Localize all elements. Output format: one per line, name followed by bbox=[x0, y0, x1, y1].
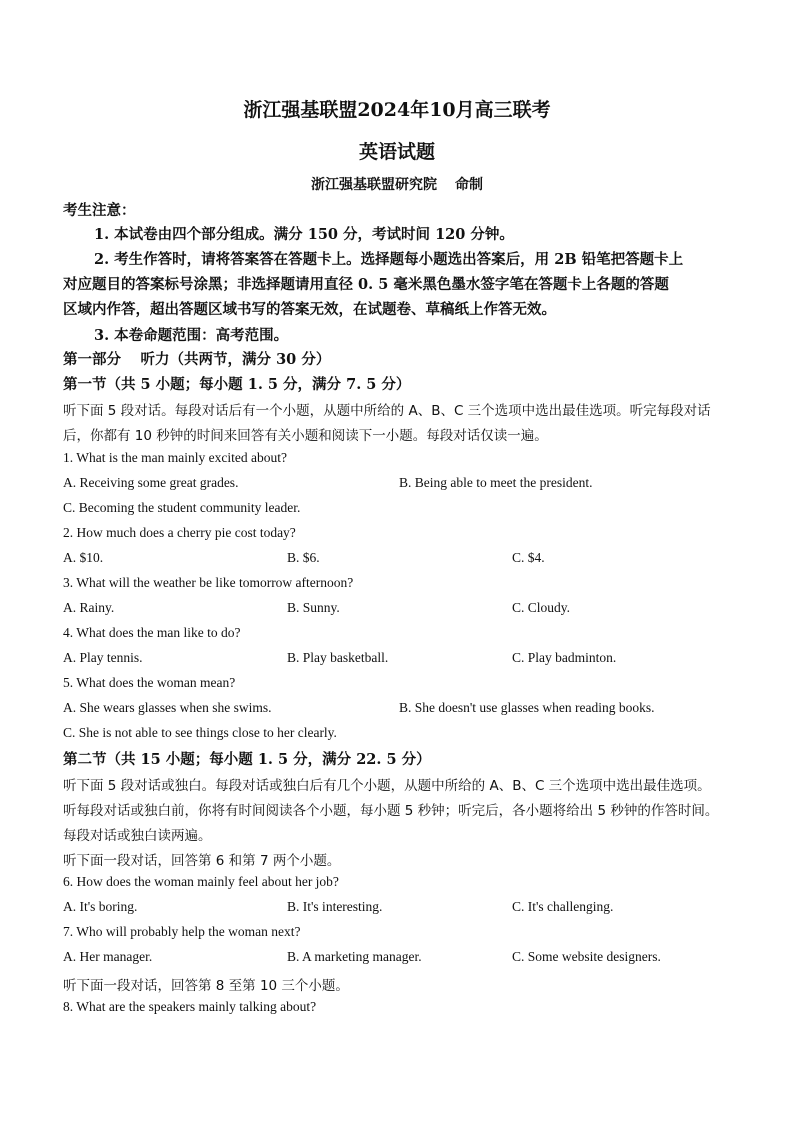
question-stem: 1. What is the man mainly excited about? bbox=[63, 450, 287, 465]
question-stem: 4. What does the man like to do? bbox=[63, 625, 241, 640]
dialogue-lead: 听下面一段对话，回答第 8 至第 10 三个小题。 bbox=[63, 978, 349, 994]
question-stem: 8. What are the speakers mainly talking about? bbox=[63, 999, 317, 1014]
option-b: B. She doesn't use glasses when reading books. bbox=[399, 700, 655, 715]
option-c: C. Becoming the student community leader. bbox=[63, 500, 301, 515]
option-c: C. It's challenging. bbox=[512, 899, 614, 914]
option-c: C. $4. bbox=[512, 550, 545, 565]
question-stem: 7. Who will probably help the woman next? bbox=[63, 924, 301, 939]
option-c: C. Some website designers. bbox=[512, 949, 661, 964]
question-stem: 6. How does the woman mainly feel about her job? bbox=[63, 874, 339, 889]
notice-item: 1. 本试卷由四个部分组成。满分 150 分，考试时间 120 分钟。 bbox=[94, 226, 514, 243]
option-a: A. Rainy. bbox=[63, 600, 115, 615]
part1-heading: 第一部分 听力（共两节，满分 30 分） bbox=[63, 351, 331, 368]
made-label: 命制 bbox=[455, 177, 483, 193]
option-a: A. Her manager. bbox=[63, 949, 153, 964]
section2-instructions: 每段对话或独白读两遍。 bbox=[63, 828, 212, 844]
question-stem: 3. What will the weather be like tomorrow afternoon? bbox=[63, 575, 354, 590]
question-stem: 2. How much does a cherry pie cost today? bbox=[63, 525, 296, 540]
option-c: C. She is not able to see things close to her clearly. bbox=[63, 725, 337, 740]
option-a: A. $10. bbox=[63, 550, 104, 565]
section2-instructions: 听下面 5 段对话或独白。每段对话或独白后有几个小题，从题中所给的 A、B、C 三个选项中选出最佳选项。 bbox=[63, 778, 711, 794]
option-b: B. $6. bbox=[287, 550, 320, 565]
author-name: 浙江强基联盟研究院 bbox=[311, 177, 437, 193]
option-a: A. She wears glasses when she swims. bbox=[63, 700, 272, 715]
section2-instructions: 听每段对话或独白前，你将有时间阅读各个小题，每小题 5 秒钟；听完后，各小题将给出 5 秒钟的作答时间。 bbox=[63, 803, 719, 819]
option-b: B. It's interesting. bbox=[287, 899, 383, 914]
option-b: B. A marketing manager. bbox=[287, 949, 422, 964]
option-a: A. Play tennis. bbox=[63, 650, 143, 665]
option-a: A. Receiving some great grades. bbox=[63, 475, 239, 490]
option-b: B. Being able to meet the president. bbox=[399, 475, 593, 490]
author-line bbox=[0, 174, 794, 194]
section1-heading: 第一节（共 5 小题；每小题 1. 5 分，满分 7. 5 分） bbox=[63, 376, 411, 393]
option-b: B. Sunny. bbox=[287, 600, 340, 615]
section1-instructions: 后，你都有 10 秒钟的时间来回答有关小题和阅读下一小题。每段对话仅读一遍。 bbox=[63, 428, 548, 444]
section2-heading: 第二节（共 15 小题；每小题 1. 5 分，满分 22. 5 分） bbox=[63, 751, 431, 768]
option-b: B. Play basketball. bbox=[287, 650, 389, 665]
notice-item: 3. 本卷命题范围：高考范围。 bbox=[94, 327, 289, 344]
notice-item: 对应题目的答案标号涂黑；非选择题请用直径 0. 5 毫米黑色墨水签字笔在答题卡上各题的答题 bbox=[63, 276, 669, 293]
notice-item: 2. 考生作答时，请将答案答在答题卡上。选择题每小题选出答案后，用 2B 铅笔把答题卡上 bbox=[94, 251, 684, 268]
notice-item: 区域内作答，超出答题区域书写的答案无效，在试题卷、草稿纸上作答无效。 bbox=[63, 301, 556, 318]
question-stem: 5. What does the woman mean? bbox=[63, 675, 236, 690]
exam-title: 浙江强基联盟2024年10月高三联考 bbox=[243, 99, 551, 121]
option-c: C. Play badminton. bbox=[512, 650, 617, 665]
option-a: A. It's boring. bbox=[63, 899, 138, 914]
notice-heading: 考生注意： bbox=[63, 202, 136, 219]
option-c: C. Cloudy. bbox=[512, 600, 571, 615]
dialogue-lead: 听下面一段对话，回答第 6 和第 7 两个小题。 bbox=[63, 853, 341, 869]
section1-instructions: 听下面 5 段对话。每段对话后有一个小题，从题中所给的 A、B、C 三个选项中选出最佳选项。听完每段对话 bbox=[63, 403, 711, 419]
subject-title: 英语试题 bbox=[358, 141, 435, 163]
